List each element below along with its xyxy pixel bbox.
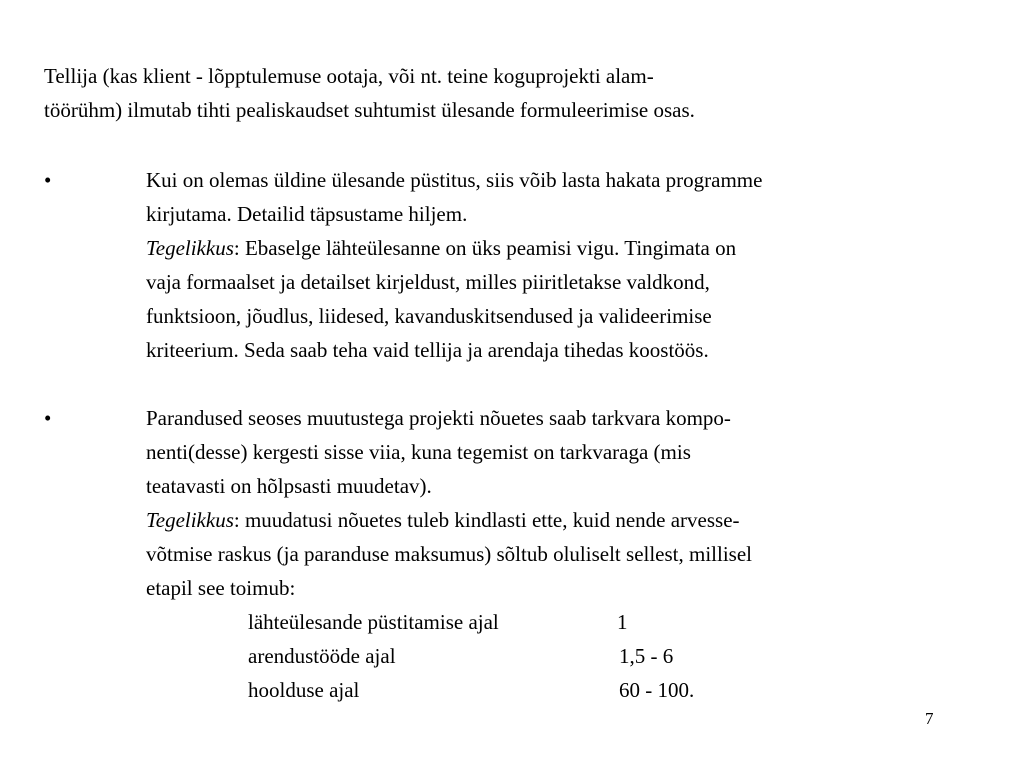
intro-line-2: töörühm) ilmutab tihti pealiskaudset suhtumist ülesande formuleerimise osas.	[44, 98, 695, 122]
bullet-1-line-2: kirjutama. Detailid täpsustame hiljem.	[146, 202, 468, 226]
cost-factor-2: 1,5 - 6	[619, 644, 674, 668]
bullet-2-line-3: teatavasti on hõlpsasti muudetav).	[146, 474, 432, 498]
bullet-1-line-1: Kui on olemas üldine ülesande püstitus, siis võib lasta hakata programme	[146, 168, 763, 192]
reality-text: : Ebaselge lähteülesanne on üks peamisi vigu. Tingimata on	[233, 236, 737, 260]
bullet-1-marker: •	[44, 168, 52, 192]
bullet-2-reality-line-1	[146, 503, 740, 537]
bullet-2-line-2: nenti(desse) kergesti sisse viia, kuna tegemist on tarkvaraga (mis	[146, 440, 691, 464]
page-number: 7	[925, 709, 934, 728]
cost-factor-3: 60 - 100.	[619, 678, 695, 702]
cost-stage-3: hoolduse ajal	[248, 678, 360, 702]
bullet-1-reality-line-3: funktsioon, jõudlus, liidesed, kavanduskitsendused ja valideerimise	[146, 304, 712, 328]
intro-line-1: Tellija (kas klient - lõpptulemuse ootaja, või nt. teine koguprojekti alam-	[44, 64, 654, 88]
bullet-1-reality-line-1	[146, 231, 736, 265]
bullet-1-reality-line-2: vaja formaalset ja detailset kirjeldust, milles piiritletakse valdkond,	[146, 270, 710, 294]
cost-stage-1: lähteülesande püstitamise ajal	[248, 610, 499, 634]
bullet-2-reality-line-3: etapil see toimub:	[146, 576, 296, 600]
bullet-1-reality-line-4: kriteerium. Seda saab teha vaid tellija ja arendaja tihedas koostöös.	[146, 338, 709, 362]
reality-label: Tegelikkus	[146, 236, 234, 260]
bullet-2-reality-line-2: võtmise raskus (ja paranduse maksumus) sõltub oluliselt sellest, millisel	[146, 542, 753, 566]
bullet-2-line-1: Parandused seoses muutustega projekti nõuetes saab tarkvara kompo-	[146, 406, 731, 430]
bullet-2-marker: •	[44, 406, 52, 430]
cost-stage-2: arendustööde ajal	[248, 644, 396, 668]
cost-factor-1: 1	[617, 610, 628, 634]
reality-label: Tegelikkus	[146, 508, 234, 532]
reality-text: : muudatusi nõuetes tuleb kindlasti ette, kuid nende arvesse-	[233, 508, 740, 532]
